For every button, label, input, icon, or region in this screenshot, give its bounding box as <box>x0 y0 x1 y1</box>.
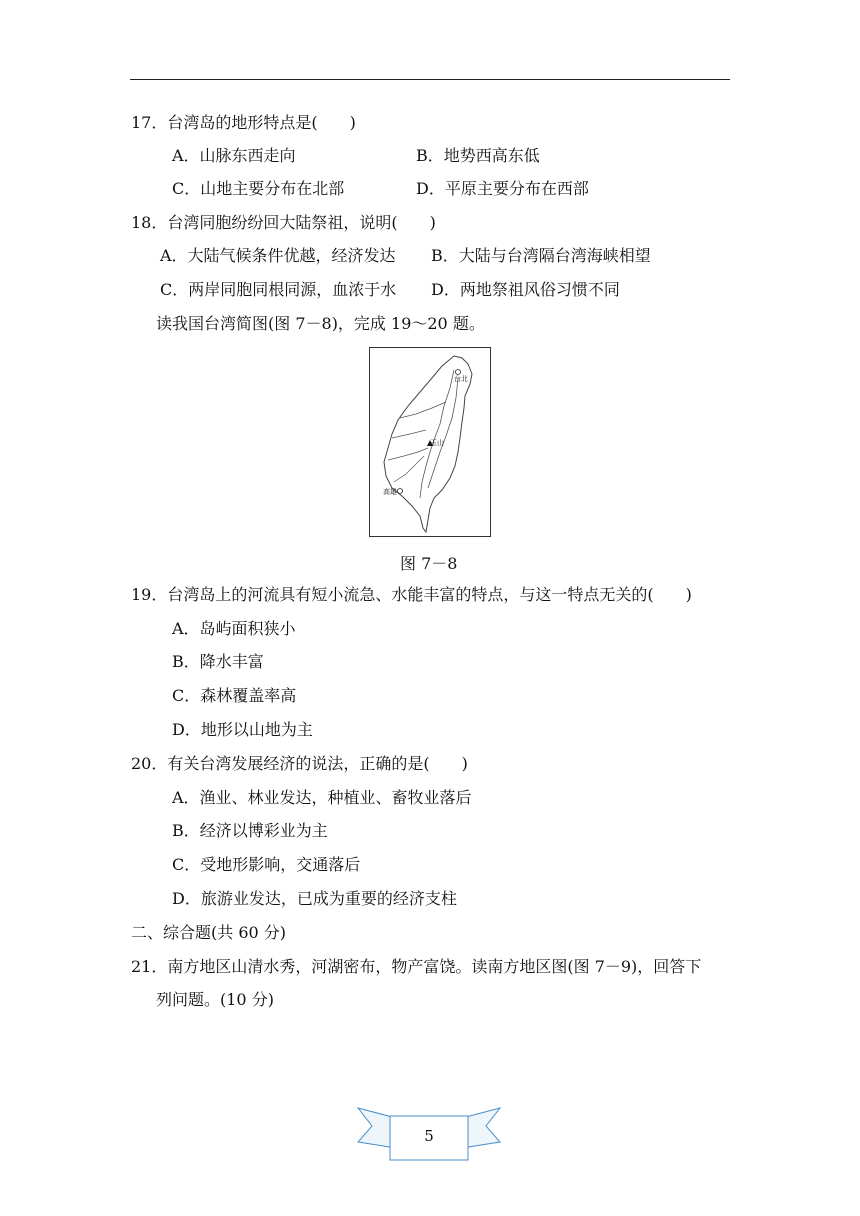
q20-option-a: A．渔业、林业发达，种植业、畜牧业落后 <box>172 788 472 807</box>
q17-option-b: B．地势西高东低 <box>416 146 540 165</box>
q18-option-a: A．大陆气候条件优越，经济发达 <box>160 246 396 265</box>
q17-option-a: A．山脉东西走向 <box>172 146 296 165</box>
section-heading: 二、综合题(共 60 分) <box>131 923 287 942</box>
q18-option-c: C．两岸同胞同根同源，血浓于水 <box>160 280 397 299</box>
q19-option-b: B．降水丰富 <box>172 652 264 671</box>
q18-option-b: B．大陆与台湾隔台湾海峡相望 <box>431 246 651 265</box>
map-intro: 读我国台湾简图(图 7－8)，完成 19～20 题。 <box>156 314 485 333</box>
map-label-kaohsiung: 高雄 <box>383 488 397 496</box>
page-number: 5 <box>424 1127 434 1145</box>
q17-stem: 17．台湾岛的地形特点是( ) <box>131 113 356 132</box>
map-label-taipei: 台北 <box>454 375 468 383</box>
taiwan-map <box>369 347 491 537</box>
q19-option-d: D．地形以山地为主 <box>172 720 313 739</box>
q21-line-2: 列问题。(10 分) <box>156 990 274 1009</box>
q17-option-d: D．平原主要分布在西部 <box>416 179 589 198</box>
header-rule <box>130 79 730 80</box>
q17-option-c: C．山地主要分布在北部 <box>172 179 345 198</box>
q20-option-d: D．旅游业发达，已成为重要的经济支柱 <box>172 889 457 908</box>
q18-option-d: D．两地祭祖风俗习惯不同 <box>431 280 620 299</box>
page-number-ribbon <box>356 1106 502 1162</box>
map-caption: 图 7－8 <box>400 554 458 573</box>
q18-stem: 18．台湾同胞纷纷回大陆祭祖，说明( ) <box>131 213 436 232</box>
q19-option-c: C．森林覆盖率高 <box>172 686 297 705</box>
q19-stem: 19．台湾岛上的河流具有短小流急、水能丰富的特点，与这一特点无关的( ) <box>131 585 692 604</box>
map-label-yushan: 玉山 <box>430 439 444 447</box>
q20-stem: 20．有关台湾发展经济的说法，正确的是( ) <box>131 754 468 773</box>
q21-line-1: 21．南方地区山清水秀，河湖密布，物产富饶。读南方地区图(图 7－9)，回答下 <box>131 957 702 976</box>
q20-option-b: B．经济以博彩业为主 <box>172 821 328 840</box>
q20-option-c: C．受地形影响，交通落后 <box>172 855 361 874</box>
q19-option-a: A．岛屿面积狭小 <box>172 619 296 638</box>
